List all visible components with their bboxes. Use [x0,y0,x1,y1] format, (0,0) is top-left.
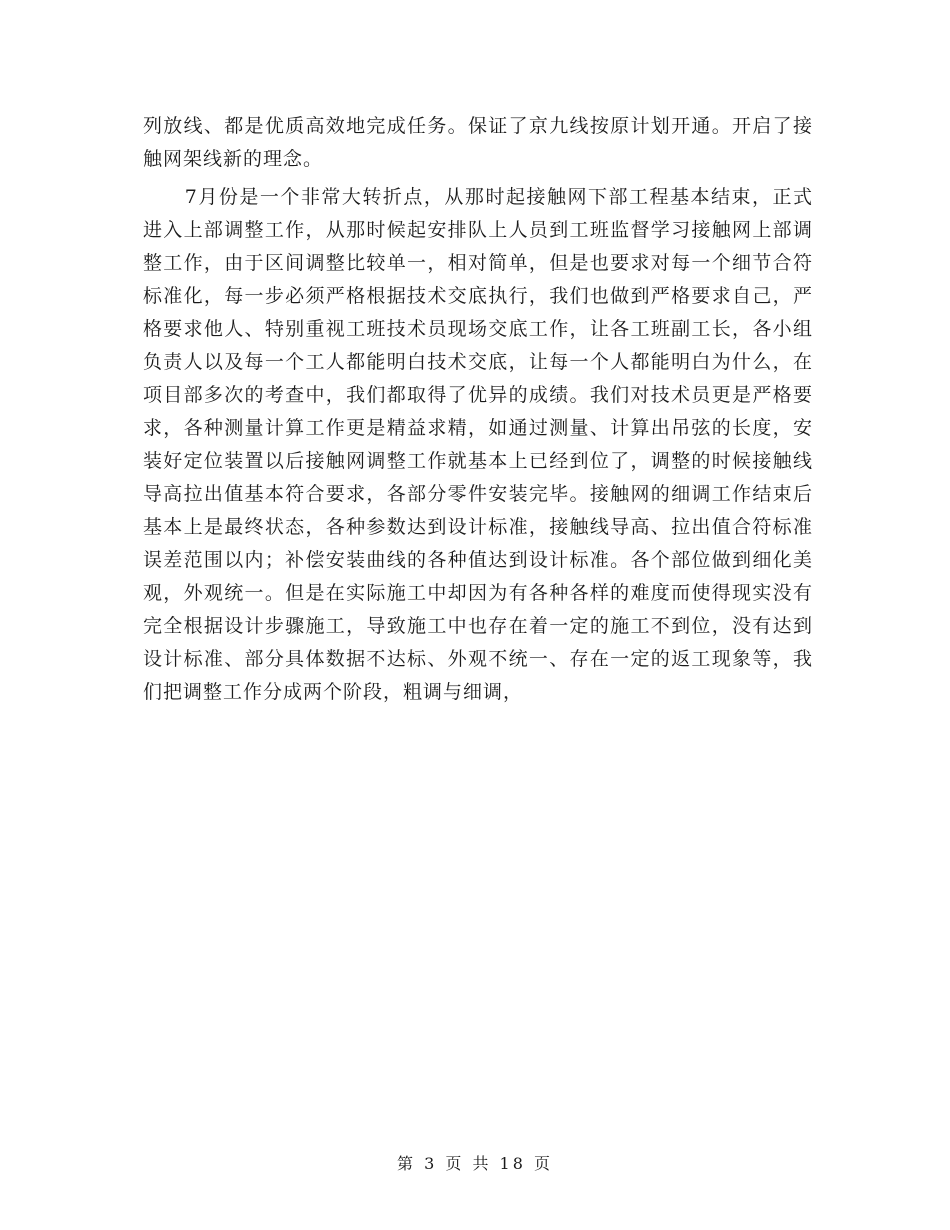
paragraph-1: 列放线、都是优质高效地完成任务。保证了京九线按原计划开通。开启了接触网架线新的理念。 [143,115,813,170]
paragraph-2: 7月份是一个非常大转折点，从那时起接触网下部工程基本结束，正式进入上部调整工作，从那时候起安排队上人员到工班监督学习接触网上部调整工作，由于区间调整比较单一，相对简单，但是也要求对每一个细节合符标准化，每一步必须严格根据技术交底执行，我们也做到严格要求自己，严格要求他人、特别重视工班技术员现场交底工作，让各工班副工长，各小组负责人以及每一个工人都能明白技术交底，让每一个人都能明白为什么，在项目部多次的考查中，我们都取得了优异的成绩。我们对技术员更是严格要求，各种测量计算工作更是精益求精，如通过测量、计算出吊弦的长度，安装好定位装置以后接触网调整工作就基本上已经到位了，调整的时候接触线导高拉出值基本符合要求，各部分零件安装完毕。接触网的细调工作结束后基本上是最终状态，各种参数达到设计标准，接触线导高、拉出值合符标准误差范围以内；补偿安装曲线的各种值达到设计标准。各个部位做到细化美观，外观统一。但是在实际施工中却因为有各种各样的难度而使得现实没有完全根据设计步骤施工，导致施工中也存在着一定的施工不到位，没有达到设计标准、部分具体数据不达标、外观不统一、存在一定的返工现象等，我们把调整工作分成两个阶段，粗调与细调， [143,186,813,703]
body-text [143,110,813,714]
page-number-footer: 第 3 页 共 18 页 [397,1154,553,1173]
